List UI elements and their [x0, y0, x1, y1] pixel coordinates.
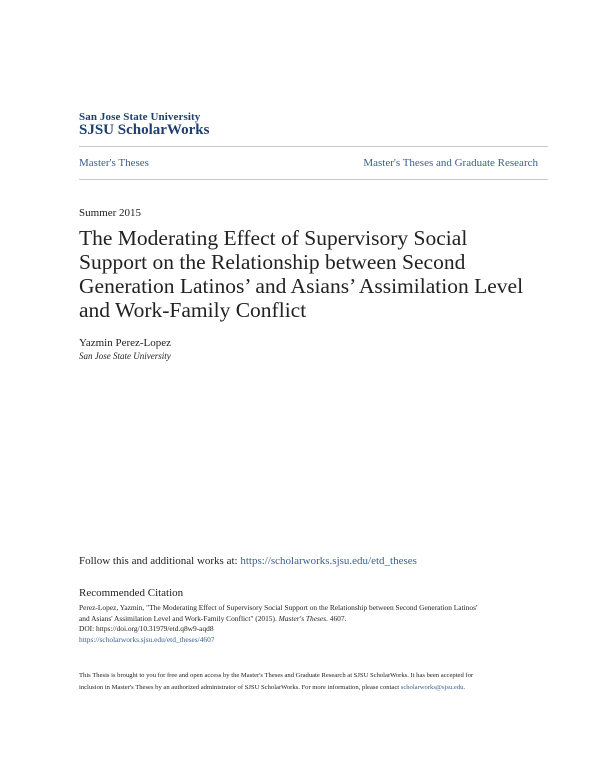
follow-link[interactable]: https://scholarworks.sjsu.edu/etd_theses — [240, 555, 417, 567]
footer-notice — [79, 670, 549, 693]
university-name: San Jose State University — [79, 111, 201, 123]
footer-text: inclusion in Master's Theses by an authorized administrator of SJSU ScholarWorks. For more information, please contact — [79, 683, 400, 691]
collection-link[interactable]: Master's Theses — [79, 157, 149, 169]
author-affiliation: San Jose State University — [79, 351, 171, 361]
citation-doi: DOI: https://doi.org/10.31979/etd.q8w9-aqd8 — [79, 624, 214, 634]
citation-block — [79, 603, 549, 645]
title-line: Generation Latinos’ and Asians’ Assimilation Level — [79, 274, 524, 298]
title-line: The Moderating Effect of Supervisory Social — [79, 226, 468, 250]
citation-journal: Master's Theses — [278, 613, 327, 623]
repository-name[interactable]: SJSU ScholarWorks — [79, 122, 210, 138]
footer-end: . — [463, 683, 466, 691]
citation-end: . 4607. — [326, 613, 347, 623]
thesis-title — [79, 226, 549, 322]
footer-line: This Thesis is brought to you for free and open access by the Master's Theses and Graduate Research at SJSU ScholarWorks. It has been accepted for — [79, 672, 474, 679]
footer-line — [79, 682, 549, 694]
follow-works — [79, 555, 417, 567]
publication-date: Summer 2015 — [79, 207, 142, 219]
author-name: Yazmin Perez-Lopez — [79, 337, 172, 349]
title-line: Support on the Relationship between Second — [79, 250, 466, 274]
parent-collection-link[interactable]: Master's Theses and Graduate Research — [363, 157, 538, 169]
citation-heading: Recommended Citation — [79, 587, 184, 599]
citation-text: and Asians' Assimilation Level and Work-Family Conflict" (2015). — [79, 613, 277, 623]
citation-line: Perez-Lopez, Yazmin, "The Moderating Effect of Supervisory Social Support on the Relationship between Second Generation Latinos' — [79, 603, 478, 612]
contact-email-link[interactable]: scholarworks@sjsu.edu — [400, 683, 464, 691]
top-divider — [79, 146, 548, 147]
follow-text: Follow this and additional works at: — [79, 555, 238, 567]
citation-url-link[interactable]: https://scholarworks.sjsu.edu/etd_theses/4607 — [79, 634, 215, 644]
title-line: and Work-Family Conflict — [79, 298, 307, 322]
citation-line — [79, 614, 549, 625]
bottom-divider — [79, 179, 548, 180]
